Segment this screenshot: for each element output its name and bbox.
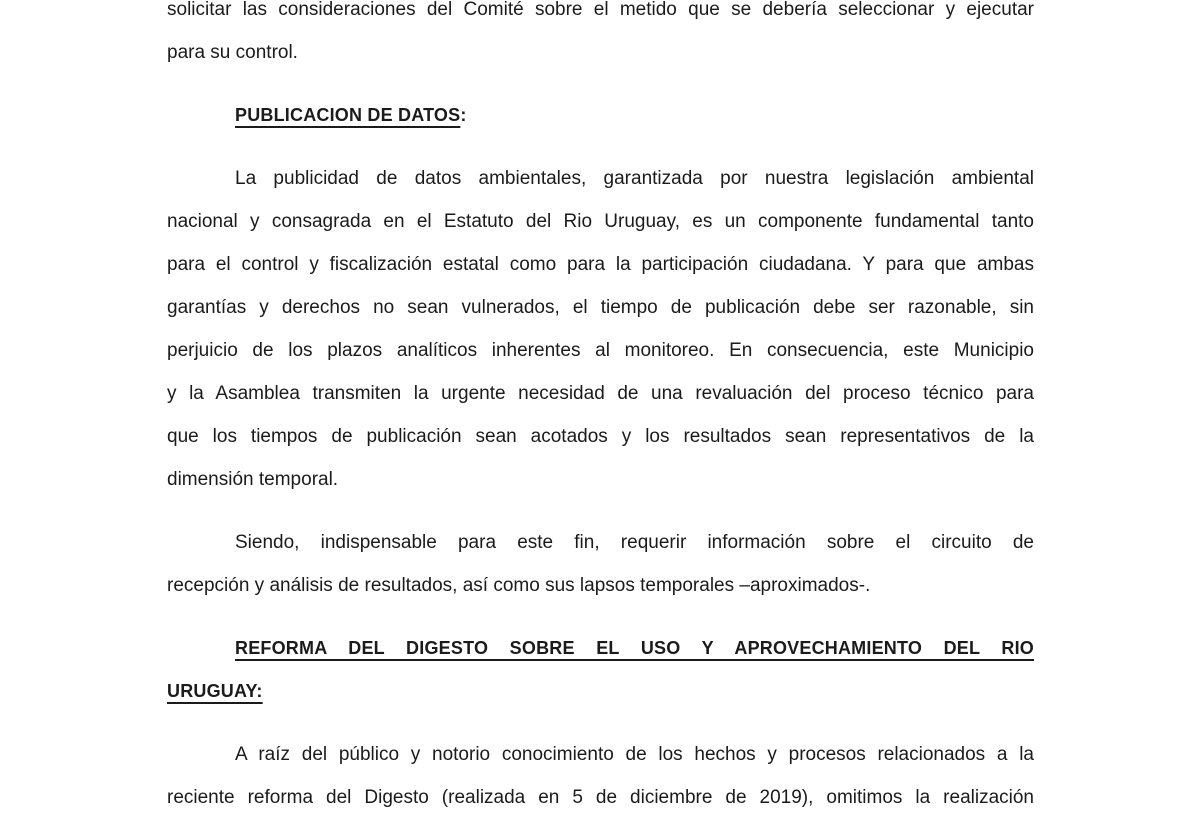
para-publicidad-line-6: y la Asamblea transmiten la urgente necesidad de una revaluación del proceso técnico para xyxy=(167,383,1034,404)
para-publicidad-line-5: perjuicio de los plazos analíticos inherentes al monitoreo. En consecuencia, este Municipio xyxy=(167,340,1034,361)
para-publicidad-line-8: dimensión temporal. xyxy=(167,469,339,490)
para-publicidad-line-1: La publicidad de datos ambientales, garantizada por nuestra legislación ambiental xyxy=(235,168,1034,189)
heading-reforma-line-2-text: URUGUAY: xyxy=(167,681,263,701)
heading-publicacion-line xyxy=(167,94,1034,137)
para-intro-line-2: para su control. xyxy=(167,42,298,63)
para-publicidad-line-3: para el control y fiscalización estatal como para la participación ciudadana. Y para que ambas xyxy=(167,254,1034,275)
heading-reforma-line-1-text: REFORMA DEL DIGESTO SOBRE EL USO Y APROVECHAMIENTO DEL RIO xyxy=(235,638,1034,658)
heading-publicacion-colon: : xyxy=(460,105,467,125)
para-siendo-line-1: Siendo, indispensable para este fin, requerir información sobre el circuito de xyxy=(235,532,1034,553)
paragraph-publicidad-datos xyxy=(167,157,1034,501)
heading-publicacion-de-datos xyxy=(167,94,1034,137)
para-raiz-line-2: reciente reforma del Digesto (realizada en 5 de diciembre de 2019), omitimos la realización xyxy=(167,787,1034,808)
paragraph-intro-continuation xyxy=(167,0,1034,74)
heading-reforma-digesto xyxy=(167,627,1034,713)
para-publicidad-line-7: que los tiempos de publicación sean acotados y los resultados sean representativos de la xyxy=(167,426,1034,447)
para-publicidad-line-2: nacional y consagrada en el Estatuto del Rio Uruguay, es un componente fundamental tanto xyxy=(167,211,1034,232)
para-raiz-line-1: A raíz del público y notorio conocimiento de los hechos y procesos relacionados a la xyxy=(235,744,1034,765)
document-page xyxy=(167,0,1034,839)
paragraph-siendo xyxy=(167,521,1034,607)
heading-reforma-line-2 xyxy=(167,670,1034,713)
para-siendo-line-2: recepción y análisis de resultados, así como sus lapsos temporales –aproximados-. xyxy=(167,575,871,596)
heading-reforma-line-1 xyxy=(167,627,1034,670)
heading-publicacion-label: PUBLICACION DE DATOS xyxy=(235,105,461,125)
paragraph-raiz xyxy=(167,733,1034,819)
para-intro-line-1: solicitar las consideraciones del Comité sobre el metido que se debería seleccionar y ejecutar xyxy=(167,0,1034,20)
para-publicidad-line-4: garantías y derechos no sean vulnerados, el tiempo de publicación debe ser razonable, sin xyxy=(167,297,1034,318)
